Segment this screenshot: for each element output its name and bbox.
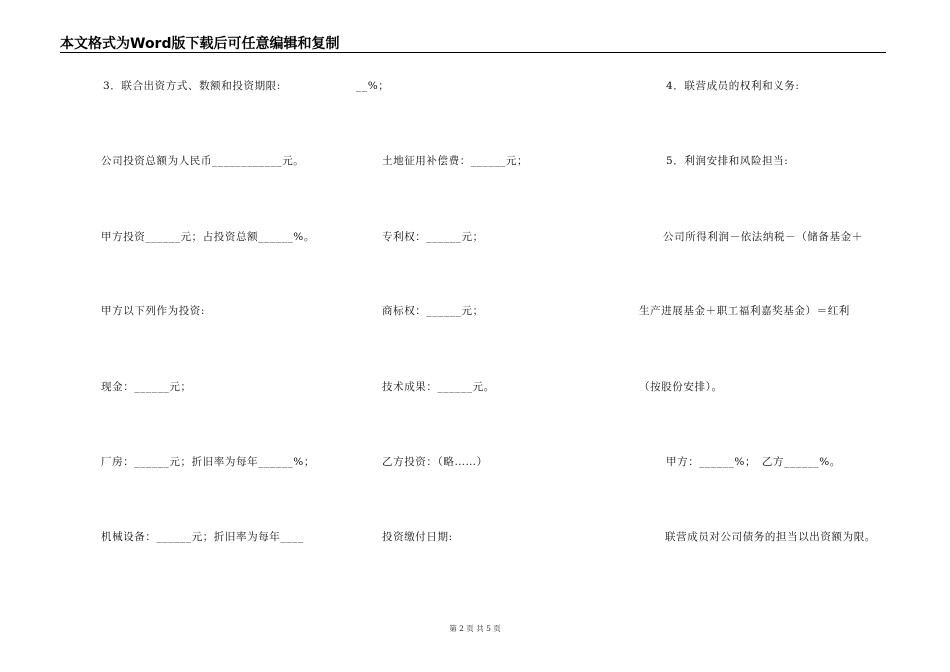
page-number: 第 2 页 共 5 页 — [449, 624, 501, 633]
middle-item-tech-results: 技术成果：______元。 — [382, 381, 495, 393]
middle-item-trademark: 商标权：______元； — [382, 305, 484, 317]
left-item-factory: 厂房：______元；折旧率为每年______%； — [101, 456, 315, 468]
left-item-investment-heading: 3．联合出资方式、数额和投资期限: — [103, 80, 281, 92]
left-item-percent-blank: __%； — [356, 80, 390, 92]
middle-item-patent: 专利权：______元； — [382, 231, 484, 243]
header-divider — [60, 52, 886, 53]
right-item-profit-distribution: （按股份安排）。 — [639, 381, 723, 393]
right-item-profit-heading: 5．利润安排和风险担当: — [666, 155, 789, 167]
left-item-cash: 现金：______元； — [101, 381, 192, 393]
right-item-rights-heading: 4．联营成员的权利和义务: — [666, 80, 800, 92]
document-header-title: 本文格式为Word版下载后可任意编辑和复制 — [60, 36, 340, 52]
middle-item-payment-date: 投资缴付日期: — [382, 531, 453, 543]
right-item-profit-formula-1: 公司所得利润－依法纳税－（储备基金＋ — [663, 231, 863, 243]
right-item-liability: 联营成员对公司债务的担当以出资额为限。 — [665, 531, 876, 543]
right-item-share-ratio: 甲方：______%； 乙方______%。 — [666, 456, 841, 468]
middle-item-party-b-investment: 乙方投资：（略……） — [382, 456, 488, 468]
left-item-party-a-investment: 甲方投资______元；占投资总额______%。 — [101, 231, 315, 243]
middle-item-land-compensation: 土地征用补偿费：______元； — [382, 155, 529, 167]
left-item-total-investment: 公司投资总额为人民币____________元。 — [101, 155, 305, 167]
left-item-machinery: 机械设备：______元；折旧率为每年____ — [101, 531, 304, 543]
left-item-party-a-assets: 甲方以下列作为投资: — [101, 305, 206, 317]
right-item-profit-formula-2: 生产进展基金＋职工福利嘉奖基金）＝红利 — [639, 305, 850, 317]
